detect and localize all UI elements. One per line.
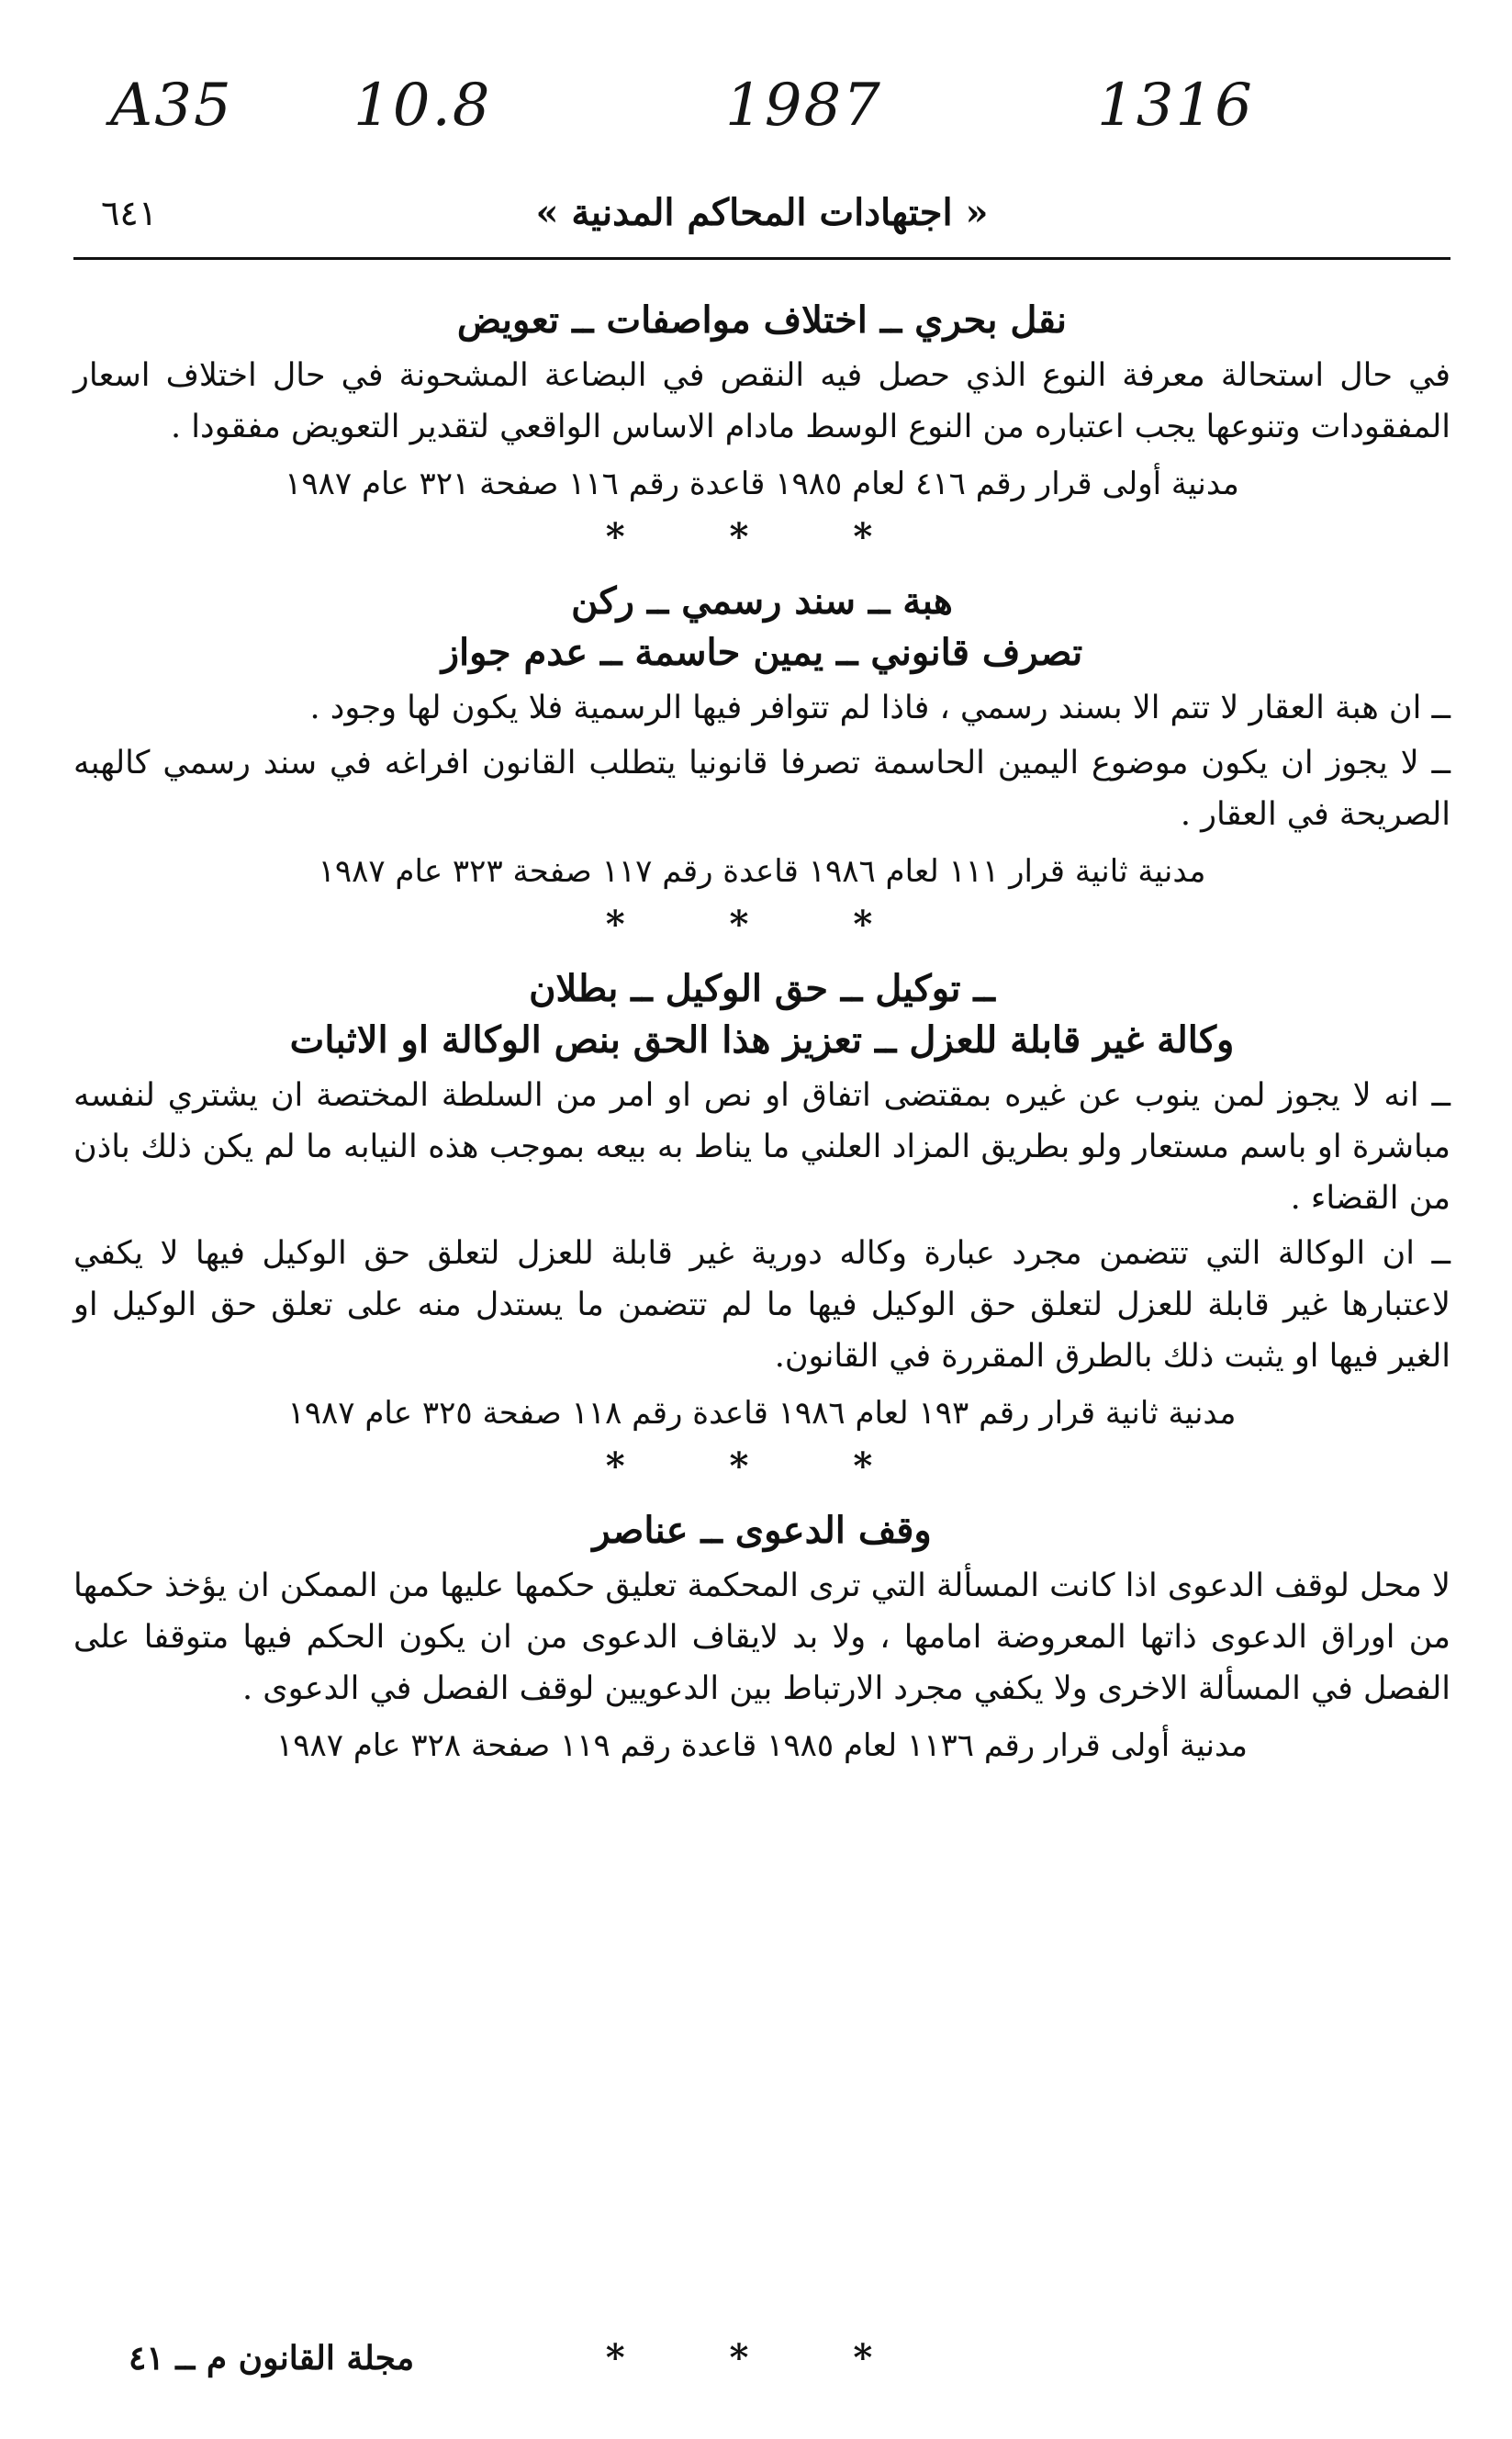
section-heading: ــ توكيل ــ حق الوكيل ــ بطلان [529, 967, 995, 1010]
running-header [73, 184, 1450, 257]
section-subheading: تصرف قانوني ــ يمين حاسمة ــ عدم جواز [441, 631, 1083, 674]
document-page [73, 184, 1450, 2424]
handwritten-code: A35 [110, 72, 233, 140]
ruling-section [73, 295, 1450, 563]
journal-signature: مجلة القانون م ــ ٤١ [129, 2339, 415, 2377]
ruling-citation: مدنية أولى قرار رقم ١١٣٦ لعام ١٩٨٥ قاعدة رقم ١١٩ صفحة ٣٢٨ عام ١٩٨٧ [276, 1727, 1248, 1764]
page-number: ٦٤١ [101, 193, 158, 233]
handwritten-date: 10.8 [353, 72, 492, 140]
section-separator-stars: * * * [605, 1444, 919, 1488]
ruling-citation: مدنية أولى قرار رقم ٤١٦ لعام ١٩٨٥ قاعدة رقم ١١٦ صفحة ٣٢١ عام ١٩٨٧ [285, 466, 1239, 502]
handwritten-number: 1316 [1097, 72, 1254, 140]
running-title: « اجتهادات المحاكم المدنية » [535, 191, 989, 234]
ruling-section [73, 1505, 1450, 1771]
ruling-citation: مدنية ثانية قرار ١١١ لعام ١٩٨٦ قاعدة رقم ١١٧ صفحة ٣٢٣ عام ١٩٨٧ [318, 853, 1206, 890]
section-separator-stars: * * * [605, 515, 919, 558]
ruling-paragraph: ــ لا يجوز ان يكون موضوع اليمين الحاسمة تصرفا قانونيا يتطلب القانون افراغه في سند رسمي كالهبه الصريحة في العقار . [73, 745, 1450, 833]
section-heading: نقل بحري ــ اختلاف مواصفات ــ تعويض [456, 298, 1068, 342]
ruling-paragraph: لا محل لوقف الدعوى اذا كانت المسألة التي ترى المحكمة تعليق حكمها عليها من الممكن ان يؤخذ حكمها من اوراق الدعوى ذاتها المعروضة امامها ، ولا بد لايقاف الدعوى من ان يكون الحكم فيها متوقفا على الفصل في المسألة الاخرى ولا يكفي مجرد الارتباط بين الدعويين لوقف الفصل في الدعوى . [73, 1568, 1450, 1707]
ruling-paragraph: في حال استحالة معرفة النوع الذي حصل فيه النقص في البضاعة المشحونة في حال اختلاف اسعار المفقودات وتنوعها يجب اعتباره من النوع الوسط مادام الاساس الواقعي لتقدير التعويض مفقودا . [73, 357, 1450, 445]
ruling-citation: مدنية ثانية قرار رقم ١٩٣ لعام ١٩٨٦ قاعدة رقم ١١٨ صفحة ٣٢٥ عام ١٩٨٧ [287, 1395, 1237, 1432]
section-heading: هبة ــ سند رسمي ــ ركن [571, 579, 953, 623]
page-footer [73, 2332, 1450, 2388]
ruling-paragraph: ــ ان الوكالة التي تتضمن مجرد عبارة وكاله دورية غير قابلة للعزل لتعلق حق الوكيل فيها لا يكفي لاعتبارها غير قابلة للعزل لتعلق حق الوكيل فيها ما لم تتضمن ما يستدل منه على تعلق حق الوكيل او الغير فيها او يثبت ذلك بالطرق المقررة في القانون. [73, 1235, 1450, 1375]
section-subheading: وكالة غير قابلة للعزل ــ تعزيز هذا الحق بنص الوكالة او الاثبات [289, 1018, 1235, 1062]
header-rule [73, 257, 1450, 260]
footer-separator-stars: * * * [605, 2336, 919, 2379]
section-heading: وقف الدعوى ــ عناصر [592, 1509, 932, 1552]
handwritten-year: 1987 [725, 72, 882, 140]
ruling-section [73, 963, 1450, 1492]
ruling-paragraph: ــ ان هبة العقار لا تتم الا بسند رسمي ، فاذا لم تتوافر فيها الرسمية فلا يكون لها وجود . [309, 690, 1450, 726]
ruling-section [73, 576, 1450, 950]
section-separator-stars: * * * [605, 903, 919, 946]
ruling-paragraph: ــ انه لا يجوز لمن ينوب عن غيره بمقتضى اتفاق او نص او امر من السلطة المختصة ان يشتري لنفسه مباشرة او باسم مستعار ولو بطريق المزاد العلني ما يناط به بيعه بموجب هذه النيابه ما لم يكن ذلك باذن من القضاء . [73, 1077, 1450, 1217]
